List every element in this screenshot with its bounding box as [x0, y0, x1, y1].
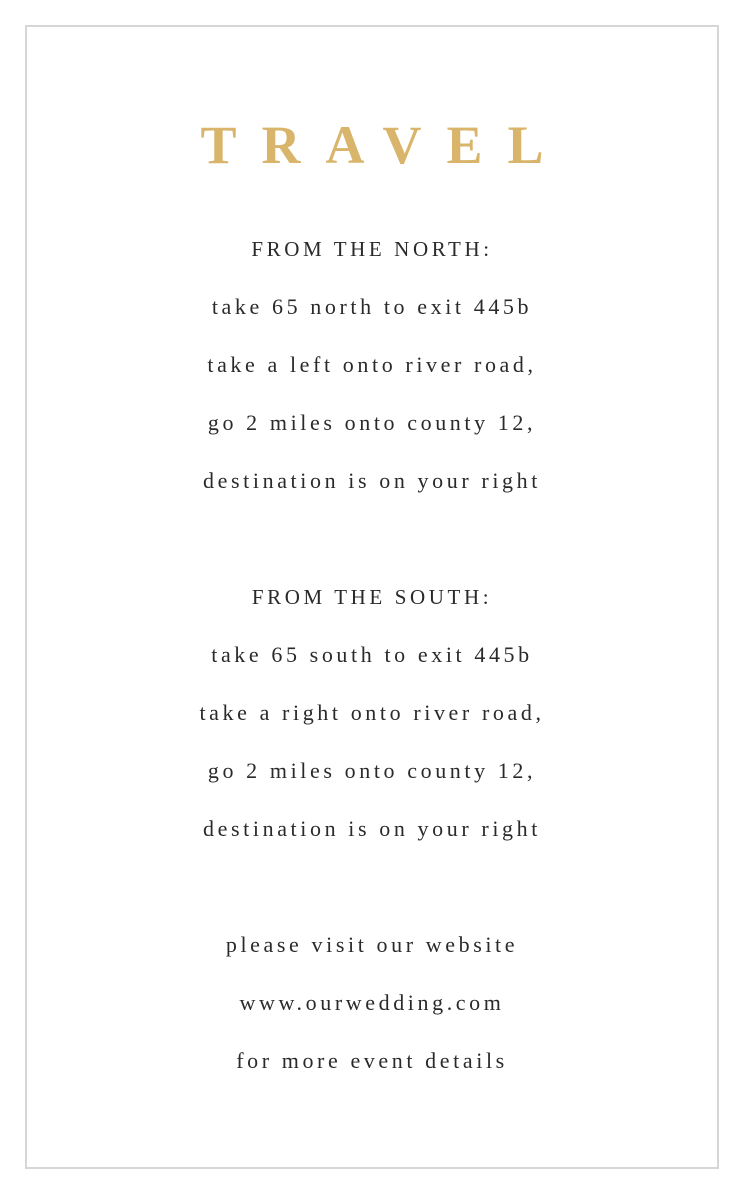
- north-line-4: destination is on your right: [203, 468, 541, 493]
- north-line-2: take a left onto river road,: [207, 352, 537, 377]
- south-heading: FROM THE SOUTH:: [251, 585, 493, 609]
- north-line-1: take 65 north to exit 445b: [211, 294, 533, 319]
- travel-card: [25, 25, 719, 1169]
- north-line-3: go 2 miles onto county 12,: [207, 410, 537, 435]
- south-line-2: take a right onto river road,: [199, 700, 545, 725]
- south-line-3: go 2 miles onto county 12,: [207, 758, 537, 783]
- footer-line-1: please visit our website: [225, 932, 519, 957]
- card-title: TRAVEL: [200, 115, 569, 175]
- south-line-4: destination is on your right: [203, 816, 541, 841]
- north-heading: FROM THE NORTH:: [251, 237, 493, 261]
- footer-line-3: for more event details: [236, 1048, 508, 1073]
- south-line-1: take 65 south to exit 445b: [211, 642, 533, 667]
- website-url: www.ourwedding.com: [239, 990, 505, 1015]
